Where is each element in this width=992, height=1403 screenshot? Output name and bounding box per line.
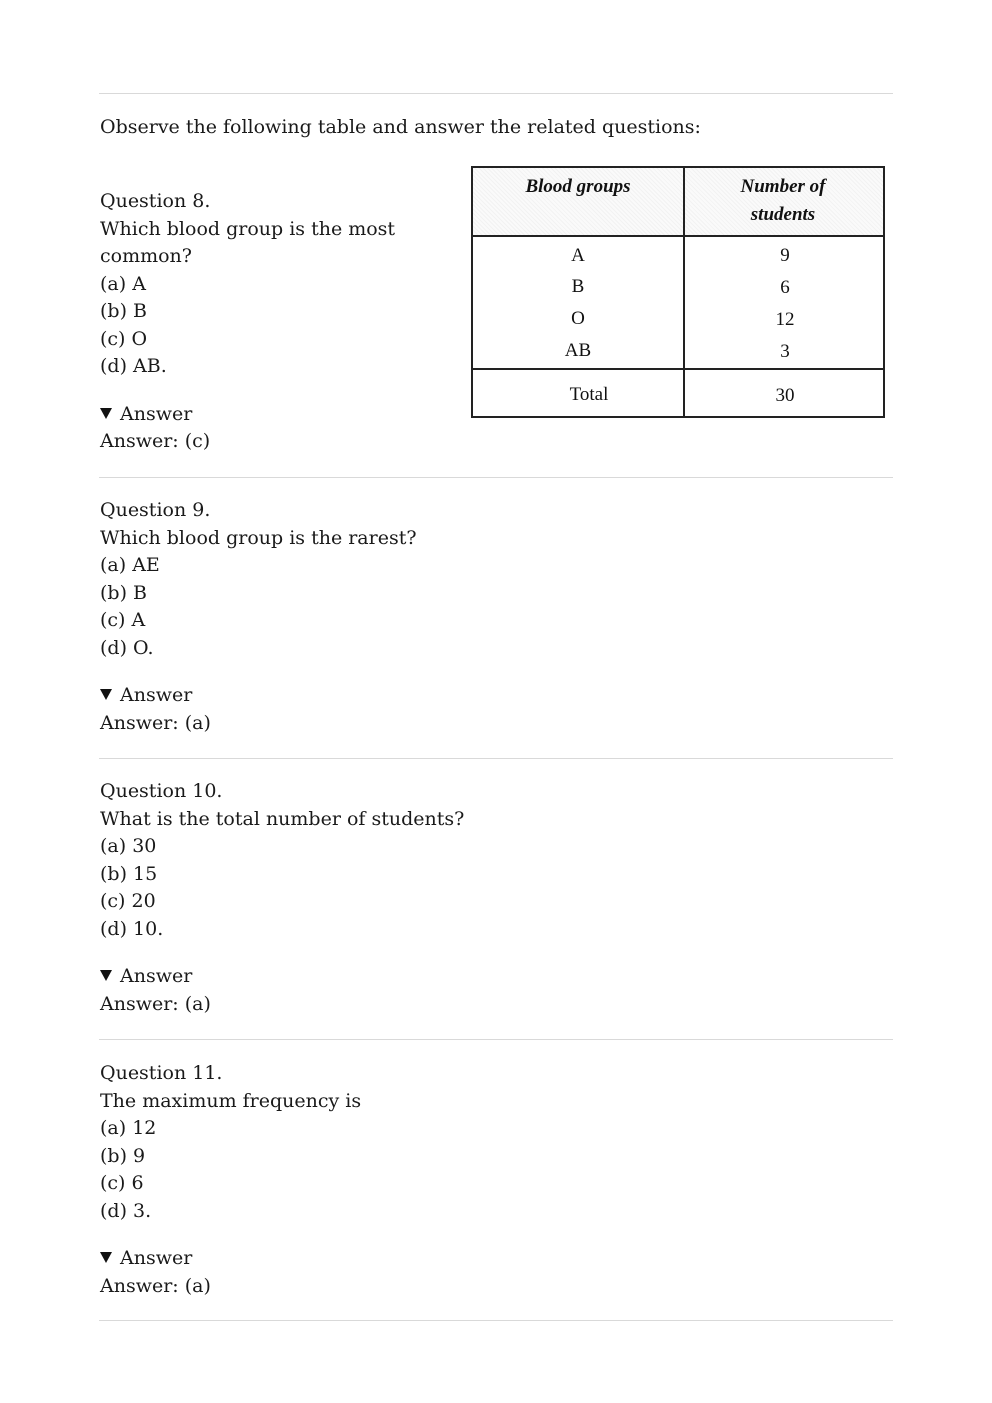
header-number-of-students: Number of students	[740, 176, 826, 225]
question-8	[100, 188, 395, 456]
option: (a) 30	[100, 835, 157, 857]
question-text: Which blood group is the rarest?	[100, 526, 417, 549]
question-9	[100, 497, 417, 737]
table-cell-group: B	[571, 276, 585, 297]
table-cell-count: 6	[780, 277, 790, 298]
table-cell-group: O	[571, 308, 585, 329]
divider	[99, 477, 893, 478]
table-cell-count: 3	[780, 341, 790, 362]
question-title: Question 10.	[100, 780, 223, 802]
triangle-down-icon	[100, 970, 112, 981]
intro-text: Observe the following table and answer the related questions:	[100, 116, 701, 138]
divider	[99, 93, 893, 94]
option: (d) AB.	[100, 355, 167, 377]
answer-text: Answer: (a)	[100, 992, 211, 1015]
question-text: The maximum frequency is	[100, 1089, 362, 1112]
option: (c) A	[100, 609, 146, 631]
option: (d) O.	[100, 636, 154, 659]
blood-group-table	[471, 166, 885, 418]
table-cell-count: 12	[775, 309, 795, 330]
option: (d) 3.	[100, 1199, 152, 1222]
option: (a) AE	[100, 554, 160, 576]
table-cell-group: AB	[564, 340, 592, 361]
question-title: Question 9.	[100, 499, 211, 521]
triangle-down-icon	[100, 1252, 112, 1263]
divider	[99, 758, 893, 759]
question-title: Question 11.	[100, 1062, 223, 1084]
question-11	[100, 1060, 361, 1300]
option: (b) B	[100, 581, 147, 604]
option: (a) A	[100, 272, 146, 295]
triangle-down-icon	[100, 408, 112, 419]
table-total-label: Total	[569, 384, 609, 405]
option: (b) 15	[100, 862, 158, 885]
table-cell-count: 9	[780, 245, 790, 266]
option: (c) 20	[100, 890, 156, 912]
answer-text: Answer: (a)	[100, 1274, 211, 1297]
answer-text: Answer: (c)	[100, 430, 211, 452]
table-total-value: 30	[775, 385, 795, 406]
divider	[99, 1039, 893, 1040]
question-10	[100, 778, 464, 1018]
option: (b) B	[100, 300, 147, 322]
option: (d) 10.	[100, 917, 164, 940]
answer-toggle[interactable]: Answer	[100, 963, 464, 991]
table-cell-group: A	[571, 245, 585, 266]
option: (a) 12	[100, 1117, 157, 1139]
option: (c) 6	[100, 1172, 144, 1194]
option: (b) 9	[100, 1144, 146, 1167]
answer-toggle[interactable]: Answer	[100, 1245, 361, 1273]
answer-toggle[interactable]: Answer	[100, 401, 395, 429]
question-title: Question 8.	[100, 190, 211, 212]
triangle-down-icon	[100, 689, 112, 700]
option: (c) O	[100, 327, 148, 350]
answer-text: Answer: (a)	[100, 711, 211, 734]
question-text: What is the total number of students?	[100, 807, 465, 830]
divider	[99, 1320, 893, 1321]
header-blood-groups: Blood groups	[525, 176, 631, 197]
question-text: Which blood group is the most	[100, 217, 396, 240]
question-text: common?	[100, 245, 192, 267]
answer-toggle[interactable]: Answer	[100, 682, 417, 710]
